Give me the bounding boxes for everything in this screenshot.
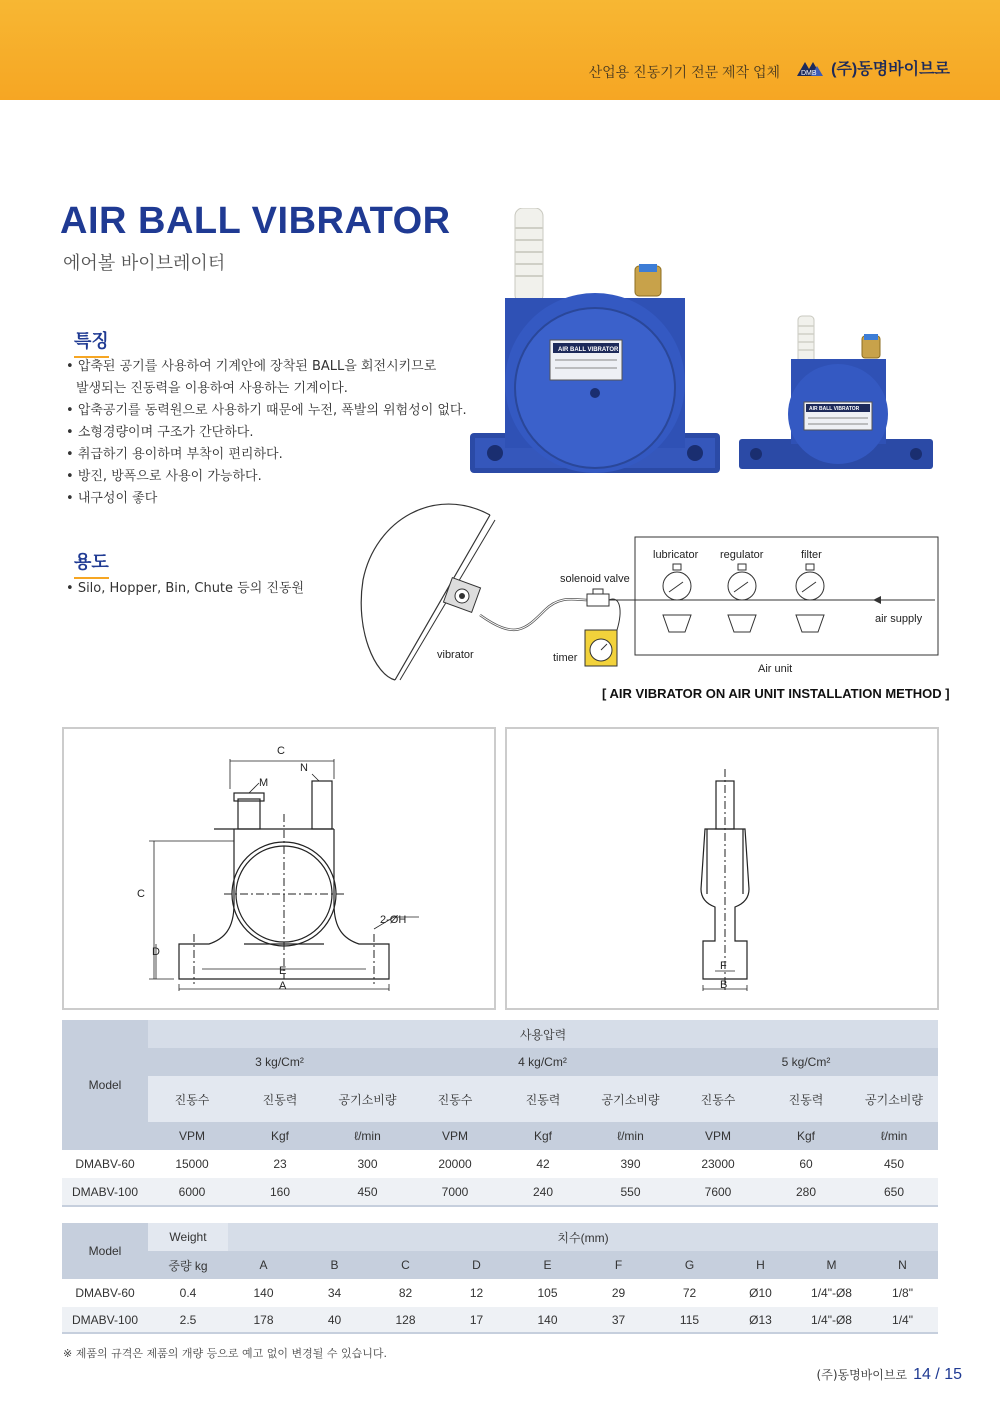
- dim-col-header: H: [725, 1251, 796, 1279]
- side-view-drawing-box: [505, 727, 939, 1010]
- value-cell: 7600: [704, 1184, 732, 1199]
- model-cell: DMABV-100: [71, 1184, 139, 1199]
- value-cell: 20000: [438, 1157, 472, 1171]
- sub-header: 진동수: [148, 1076, 236, 1122]
- pressure-header: 사용압력: [148, 1020, 938, 1048]
- usage-item: • Silo, Hopper, Bin, Chute 등의 진동원: [66, 578, 304, 600]
- value-cell: 34: [327, 1286, 342, 1300]
- feature-item: • 내구성이 좋다: [66, 488, 467, 510]
- svg-text:air supply: air supply: [875, 613, 923, 625]
- svg-text:B: B: [720, 979, 728, 991]
- footer-brand: (주)동명바이브로: [816, 1368, 908, 1382]
- feature-item-continued: 발생되는 진동력을 이용하여 사용하는 기계이다.: [76, 381, 348, 396]
- sub-header: 공기소비량: [587, 1076, 674, 1122]
- header-tagline: 산업용 진동기기 전문 제작 업체: [588, 64, 780, 80]
- header-company-name: (주)동명바이브로: [831, 61, 950, 78]
- value-cell: 7000: [441, 1184, 469, 1199]
- unit-header: Kgf: [236, 1122, 324, 1150]
- svg-text:F: F: [720, 960, 727, 972]
- dimension-table: [62, 1223, 938, 1334]
- sub-header: 진동수: [411, 1076, 499, 1122]
- svg-text:N: N: [300, 762, 308, 774]
- usage-list: [66, 578, 304, 600]
- unit-header: ℓ/min: [324, 1122, 411, 1150]
- value-cell: 12: [469, 1286, 484, 1300]
- value-cell: 29: [611, 1286, 626, 1300]
- sub-header: 진동력: [762, 1076, 850, 1122]
- pressure-5: 5 kg/Cm²: [674, 1048, 938, 1076]
- sub-header: 진동력: [499, 1076, 587, 1122]
- value-cell: 42: [536, 1157, 550, 1171]
- svg-text:filter: filter: [801, 549, 822, 561]
- dim-col-header: E: [512, 1251, 583, 1279]
- svg-text:timer: timer: [553, 652, 578, 664]
- value-cell: 140: [537, 1312, 558, 1327]
- model-cell: DMABV-60: [75, 1157, 135, 1171]
- weight-cell: 0.4: [179, 1286, 197, 1300]
- pressure-3: 3 kg/Cm²: [148, 1048, 411, 1076]
- value-cell: 37: [611, 1312, 626, 1327]
- svg-text:D: D: [152, 946, 160, 958]
- svg-text:C: C: [277, 745, 285, 757]
- features-list: [66, 356, 467, 510]
- dim-col-header: F: [583, 1251, 654, 1279]
- spec-change-note: ※ 제품의 규격은 제품의 개량 등으로 예고 없이 변경될 수 있습니다.: [63, 1347, 387, 1360]
- value-cell: 280: [795, 1184, 817, 1199]
- pressure-4: 4 kg/Cm²: [411, 1048, 674, 1076]
- svg-text:solenoid valve: solenoid valve: [560, 573, 630, 585]
- value-cell: 550: [620, 1184, 641, 1199]
- value-cell: 40: [327, 1312, 342, 1327]
- model-cell: DMABV-100: [71, 1312, 139, 1327]
- svg-text:DMB: DMB: [801, 69, 817, 76]
- unit-header: ℓ/min: [587, 1122, 674, 1150]
- value-cell: 23000: [701, 1157, 735, 1171]
- front-view-drawing: [64, 729, 494, 1008]
- side-view-drawing: [507, 729, 937, 1008]
- value-cell: 650: [883, 1184, 905, 1199]
- company-logo: [797, 56, 950, 79]
- value-cell: 82: [398, 1286, 413, 1300]
- value-cell: 72: [682, 1286, 697, 1300]
- unit-header: Kgf: [499, 1122, 587, 1150]
- value-cell: 105: [537, 1286, 558, 1300]
- svg-text:A: A: [279, 980, 287, 992]
- usage-heading: 용도: [74, 548, 109, 579]
- value-cell: Ø13: [749, 1312, 772, 1327]
- unit-header: VPM: [674, 1122, 762, 1150]
- unit-header: VPM: [411, 1122, 499, 1150]
- table-row: [62, 1178, 938, 1206]
- table-row: [62, 1307, 938, 1333]
- sub-header: 진동수: [674, 1076, 762, 1122]
- model-header: Model: [62, 1223, 148, 1279]
- dim-col-header: N: [867, 1251, 938, 1279]
- dim-col-header: C: [370, 1251, 441, 1279]
- page-footer: [817, 1366, 962, 1384]
- weight-unit: 중량 kg: [148, 1251, 228, 1279]
- svg-text:AIR BALL VIBRATOR: AIR BALL VIBRATOR: [558, 347, 619, 353]
- dims-header: 치수(mm): [228, 1223, 938, 1251]
- dim-col-header: G: [654, 1251, 725, 1279]
- svg-text:C: C: [137, 888, 145, 900]
- sub-header: 진동력: [236, 1076, 324, 1122]
- value-cell: 17: [469, 1312, 484, 1327]
- dim-col-header: A: [228, 1251, 299, 1279]
- weight-cell: 2.5: [179, 1312, 197, 1327]
- svg-text:M: M: [259, 777, 269, 789]
- performance-table: [62, 1020, 938, 1207]
- large-vibrator-photo: [465, 208, 725, 478]
- value-cell: 15000: [175, 1157, 209, 1171]
- value-cell: 300: [357, 1157, 378, 1171]
- dim-col-header: M: [796, 1251, 867, 1279]
- value-cell: Ø10: [749, 1286, 772, 1300]
- installation-diagram: [355, 500, 955, 685]
- value-cell: 115: [679, 1312, 700, 1327]
- unit-header: Kgf: [762, 1122, 850, 1150]
- feature-item: • 압축공기를 동력원으로 사용하기 때문에 누전, 폭발의 위험성이 없다.: [66, 400, 467, 422]
- value-cell: 1/8": [892, 1286, 913, 1300]
- unit-header: VPM: [148, 1122, 236, 1150]
- front-view-drawing-box: [62, 727, 496, 1010]
- page-number: 14 / 15: [913, 1366, 962, 1383]
- value-cell: 178: [253, 1312, 274, 1327]
- svg-text:lubricator: lubricator: [653, 549, 699, 561]
- value-cell: 128: [395, 1312, 416, 1327]
- header-bar: [0, 0, 1000, 100]
- page-title: AIR BALL VIBRATOR: [60, 200, 451, 242]
- sub-header: 공기소비량: [850, 1076, 938, 1122]
- feature-item: • 취급하기 용이하며 부착이 편리하다.: [66, 444, 467, 466]
- unit-header: ℓ/min: [850, 1122, 938, 1150]
- value-cell: 160: [269, 1184, 291, 1199]
- value-cell: 240: [532, 1184, 554, 1199]
- value-cell: 390: [620, 1157, 641, 1171]
- svg-text:2-ØH: 2-ØH: [380, 914, 407, 926]
- vibrator-unit: [443, 578, 480, 613]
- model-cell: DMABV-60: [75, 1286, 135, 1300]
- features-heading: 특징: [74, 327, 109, 358]
- page-subtitle: 에어볼 바이브레이터: [63, 253, 226, 274]
- value-cell: 1/4"-Ø8: [811, 1312, 852, 1327]
- value-cell: 60: [799, 1157, 813, 1171]
- feature-item: • 방진, 방폭으로 사용이 가능하다.: [66, 466, 467, 488]
- feature-item: • 압축된 공기를 사용하여 기계안에 장착된 BALL을 회전시키므로: [66, 356, 467, 378]
- logo-icon: [797, 60, 827, 76]
- value-cell: 1/4": [892, 1312, 913, 1327]
- svg-text:AIR BALL VIBRATOR: AIR BALL VIBRATOR: [809, 406, 860, 412]
- dim-col-header: B: [299, 1251, 370, 1279]
- weight-header: Weight: [148, 1223, 228, 1251]
- dim-col-header: D: [441, 1251, 512, 1279]
- svg-text:Air unit: Air unit: [758, 663, 793, 675]
- table-row: [62, 1279, 938, 1307]
- value-cell: 140: [253, 1286, 274, 1300]
- installation-caption: [ AIR VIBRATOR ON AIR UNIT INSTALLATION METHOD ]: [602, 686, 950, 701]
- feature-item: • 소형경량이며 구조가 간단하다.: [66, 422, 467, 444]
- svg-text:vibrator: vibrator: [437, 649, 474, 661]
- value-cell: 450: [883, 1157, 905, 1171]
- value-cell: 450: [357, 1184, 378, 1199]
- svg-text:E: E: [279, 965, 287, 977]
- sub-header: 공기소비량: [324, 1076, 411, 1122]
- value-cell: 23: [273, 1157, 287, 1171]
- table-row: [62, 1150, 938, 1178]
- value-cell: 6000: [178, 1184, 206, 1199]
- svg-text:regulator: regulator: [720, 549, 764, 561]
- value-cell: 1/4"-Ø8: [811, 1286, 852, 1300]
- small-vibrator-photo: [736, 314, 936, 474]
- model-header: Model: [62, 1020, 148, 1150]
- timer-box: [585, 630, 617, 666]
